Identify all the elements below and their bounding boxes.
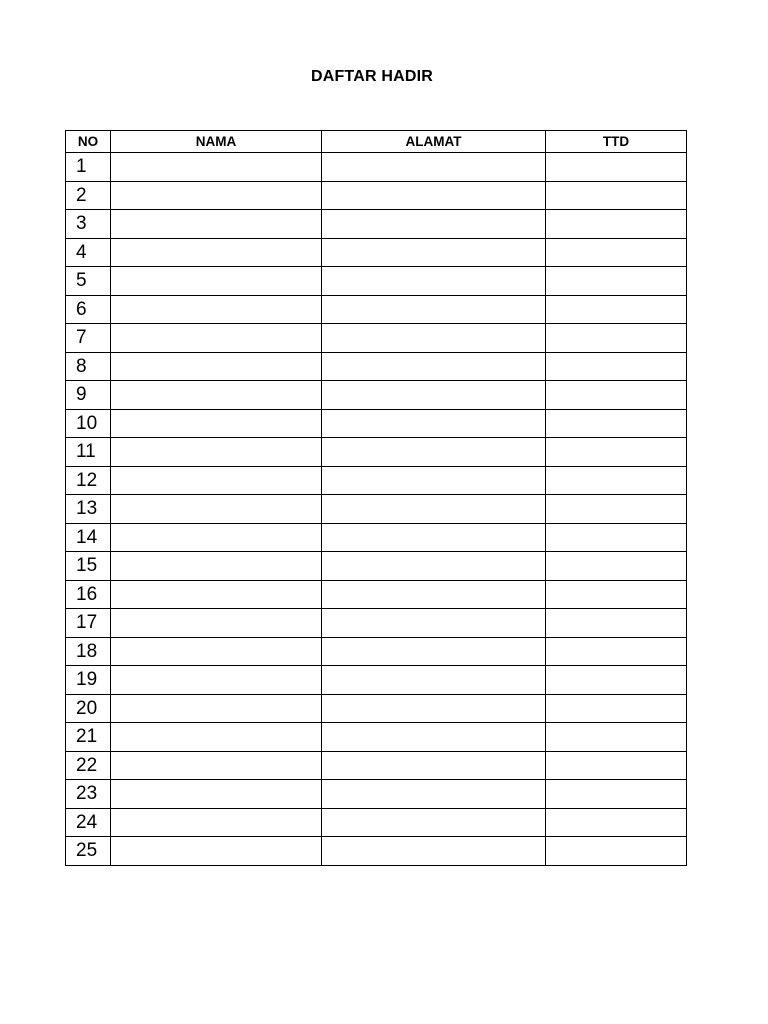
alamat-cell <box>322 381 546 410</box>
table-row <box>66 751 687 780</box>
nama-cell <box>111 409 322 438</box>
nama-cell <box>111 238 322 267</box>
ttd-cell <box>546 694 687 723</box>
table-row <box>66 580 687 609</box>
ttd-cell <box>546 808 687 837</box>
alamat-cell <box>322 438 546 467</box>
nama-cell <box>111 438 322 467</box>
row-number-cell: 18 <box>66 637 111 666</box>
ttd-cell <box>546 637 687 666</box>
nama-cell <box>111 352 322 381</box>
ttd-cell <box>546 210 687 239</box>
nama-cell <box>111 210 322 239</box>
alamat-cell <box>322 694 546 723</box>
nama-cell <box>111 381 322 410</box>
ttd-cell <box>546 495 687 524</box>
ttd-cell <box>546 780 687 809</box>
alamat-cell <box>322 808 546 837</box>
alamat-cell <box>322 523 546 552</box>
row-number-cell: 23 <box>66 780 111 809</box>
row-number-cell: 22 <box>66 751 111 780</box>
nama-cell <box>111 637 322 666</box>
header-nama: NAMA <box>111 131 322 153</box>
row-number-cell: 9 <box>66 381 111 410</box>
table-row <box>66 552 687 581</box>
row-number-cell: 7 <box>66 324 111 353</box>
alamat-cell <box>322 352 546 381</box>
alamat-cell <box>322 837 546 866</box>
ttd-cell <box>546 381 687 410</box>
alamat-cell <box>322 153 546 182</box>
table-row <box>66 153 687 182</box>
ttd-cell <box>546 267 687 296</box>
ttd-cell <box>546 580 687 609</box>
row-number-cell: 17 <box>66 609 111 638</box>
nama-cell <box>111 694 322 723</box>
ttd-cell <box>546 466 687 495</box>
alamat-cell <box>322 495 546 524</box>
table-row <box>66 352 687 381</box>
table-row <box>66 438 687 467</box>
ttd-cell <box>546 324 687 353</box>
alamat-cell <box>322 181 546 210</box>
alamat-cell <box>322 324 546 353</box>
nama-cell <box>111 523 322 552</box>
nama-cell <box>111 324 322 353</box>
table-row <box>66 609 687 638</box>
ttd-cell <box>546 438 687 467</box>
table-row <box>66 694 687 723</box>
alamat-cell <box>322 409 546 438</box>
row-number-cell: 5 <box>66 267 111 296</box>
alamat-cell <box>322 723 546 752</box>
nama-cell <box>111 666 322 695</box>
ttd-cell <box>546 609 687 638</box>
table-row <box>66 181 687 210</box>
table-row <box>66 495 687 524</box>
nama-cell <box>111 837 322 866</box>
nama-cell <box>111 153 322 182</box>
ttd-cell <box>546 409 687 438</box>
row-number-cell: 11 <box>66 438 111 467</box>
table-row <box>66 324 687 353</box>
alamat-cell <box>322 751 546 780</box>
table-row <box>66 381 687 410</box>
ttd-cell <box>546 751 687 780</box>
page-title: DAFTAR HADIR <box>310 68 434 85</box>
row-number-cell: 20 <box>66 694 111 723</box>
row-number-cell: 6 <box>66 295 111 324</box>
header-ttd: TTD <box>546 131 687 153</box>
nama-cell <box>111 181 322 210</box>
table-header-row <box>66 131 687 153</box>
row-number-cell: 8 <box>66 352 111 381</box>
table-row <box>66 267 687 296</box>
table-row <box>66 666 687 695</box>
row-number-cell: 13 <box>66 495 111 524</box>
alamat-cell <box>322 267 546 296</box>
nama-cell <box>111 580 322 609</box>
ttd-cell <box>546 352 687 381</box>
table-row <box>66 295 687 324</box>
nama-cell <box>111 609 322 638</box>
table-row <box>66 523 687 552</box>
alamat-cell <box>322 780 546 809</box>
alamat-cell <box>322 637 546 666</box>
nama-cell <box>111 808 322 837</box>
header-no: NO <box>66 131 111 153</box>
table-row <box>66 723 687 752</box>
nama-cell <box>111 267 322 296</box>
row-number-cell: 10 <box>66 409 111 438</box>
table-row <box>66 837 687 866</box>
ttd-cell <box>546 552 687 581</box>
row-number-cell: 14 <box>66 523 111 552</box>
row-number-cell: 2 <box>66 181 111 210</box>
ttd-cell <box>546 666 687 695</box>
row-number-cell: 16 <box>66 580 111 609</box>
table-row <box>66 466 687 495</box>
table-body <box>66 153 687 866</box>
row-number-cell: 3 <box>66 210 111 239</box>
row-number-cell: 21 <box>66 723 111 752</box>
table-row <box>66 210 687 239</box>
nama-cell <box>111 495 322 524</box>
ttd-cell <box>546 153 687 182</box>
row-number-cell: 12 <box>66 466 111 495</box>
table-row <box>66 637 687 666</box>
ttd-cell <box>546 238 687 267</box>
nama-cell <box>111 723 322 752</box>
table-row <box>66 238 687 267</box>
ttd-cell <box>546 723 687 752</box>
alamat-cell <box>322 295 546 324</box>
nama-cell <box>111 751 322 780</box>
table-row <box>66 409 687 438</box>
nama-cell <box>111 552 322 581</box>
alamat-cell <box>322 210 546 239</box>
row-number-cell: 19 <box>66 666 111 695</box>
alamat-cell <box>322 580 546 609</box>
ttd-cell <box>546 837 687 866</box>
attendance-table <box>65 130 687 866</box>
row-number-cell: 4 <box>66 238 111 267</box>
row-number-cell: 15 <box>66 552 111 581</box>
alamat-cell <box>322 552 546 581</box>
row-number-cell: 25 <box>66 837 111 866</box>
ttd-cell <box>546 181 687 210</box>
alamat-cell <box>322 466 546 495</box>
row-number-cell: 1 <box>66 153 111 182</box>
header-alamat: ALAMAT <box>322 131 546 153</box>
table-row <box>66 808 687 837</box>
alamat-cell <box>322 238 546 267</box>
nama-cell <box>111 780 322 809</box>
ttd-cell <box>546 523 687 552</box>
table-row <box>66 780 687 809</box>
nama-cell <box>111 295 322 324</box>
alamat-cell <box>322 666 546 695</box>
ttd-cell <box>546 295 687 324</box>
nama-cell <box>111 466 322 495</box>
alamat-cell <box>322 609 546 638</box>
row-number-cell: 24 <box>66 808 111 837</box>
